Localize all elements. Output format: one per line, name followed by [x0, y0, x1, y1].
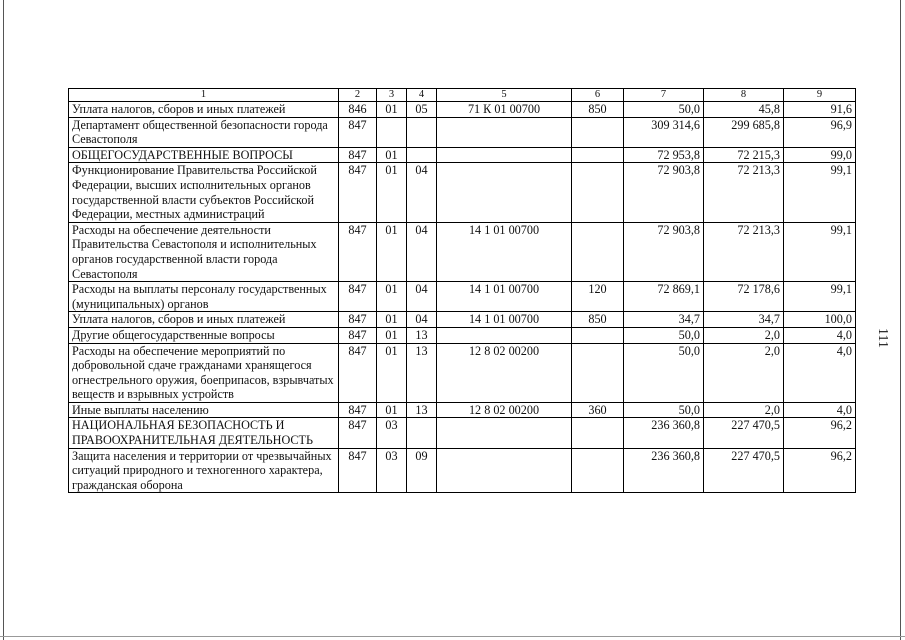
budget-table	[68, 88, 856, 493]
cell-code: 847	[339, 402, 377, 418]
column-header: 8	[704, 89, 784, 102]
cell-type: 120	[572, 282, 624, 312]
cell-section: 01	[377, 402, 407, 418]
cell-subsection: 09	[407, 448, 437, 493]
column-header: 4	[407, 89, 437, 102]
page-edge-right	[900, 0, 901, 640]
cell-section: 03	[377, 418, 407, 448]
cell-subsection: 04	[407, 222, 437, 281]
row-name: Уплата налогов, сборов и иных платежей	[69, 312, 339, 328]
cell-target	[437, 147, 572, 163]
cell-percent: 99,0	[784, 147, 856, 163]
cell-subsection: 13	[407, 343, 437, 402]
cell-subsection: 13	[407, 327, 437, 343]
cell-target: 14 1 01 00700	[437, 282, 572, 312]
cell-section: 01	[377, 147, 407, 163]
cell-subsection: 04	[407, 163, 437, 222]
page-edge-left	[3, 0, 4, 640]
column-header: 2	[339, 89, 377, 102]
row-name: НАЦИОНАЛЬНАЯ БЕЗОПАСНОСТЬ И ПРАВООХРАНИТЕЛЬНАЯ ДЕЯТЕЛЬНОСТЬ	[69, 418, 339, 448]
cell-actual: 2,0	[704, 343, 784, 402]
cell-section	[377, 117, 407, 147]
cell-target	[437, 163, 572, 222]
cell-target: 12 8 02 00200	[437, 343, 572, 402]
cell-target	[437, 418, 572, 448]
cell-code: 847	[339, 282, 377, 312]
cell-type: 850	[572, 312, 624, 328]
row-name: ОБЩЕГОСУДАРСТВЕННЫЕ ВОПРОСЫ	[69, 147, 339, 163]
cell-type: 360	[572, 402, 624, 418]
cell-plan: 34,7	[624, 312, 704, 328]
cell-plan: 50,0	[624, 343, 704, 402]
cell-target	[437, 448, 572, 493]
cell-percent: 96,2	[784, 418, 856, 448]
row-name: Функционирование Правительства Российской Федерации, высших исполнительных органов государственной власти субъектов Российской Федерации, местных администраций	[69, 163, 339, 222]
cell-percent: 100,0	[784, 312, 856, 328]
cell-type	[572, 117, 624, 147]
cell-subsection: 05	[407, 102, 437, 118]
page-edge-bottom	[0, 636, 905, 637]
column-header: 1	[69, 89, 339, 102]
cell-target: 14 1 01 00700	[437, 222, 572, 281]
cell-code: 846	[339, 102, 377, 118]
cell-plan: 236 360,8	[624, 418, 704, 448]
cell-type	[572, 327, 624, 343]
cell-subsection	[407, 147, 437, 163]
table-row	[69, 312, 856, 328]
cell-section: 03	[377, 448, 407, 493]
row-name: Расходы на обеспечение деятельности Правительства Севастополя и исполнительных органов государственной власти города Севастополя	[69, 222, 339, 281]
column-header: 5	[437, 89, 572, 102]
cell-section: 01	[377, 312, 407, 328]
cell-target: 71 К 01 00700	[437, 102, 572, 118]
cell-code: 847	[339, 117, 377, 147]
cell-type	[572, 147, 624, 163]
table-header-row	[69, 89, 856, 102]
cell-plan: 50,0	[624, 402, 704, 418]
cell-actual: 72 213,3	[704, 163, 784, 222]
cell-type	[572, 343, 624, 402]
cell-subsection	[407, 117, 437, 147]
row-name: Расходы на выплаты персоналу государственных (муниципальных) органов	[69, 282, 339, 312]
column-header: 7	[624, 89, 704, 102]
cell-code: 847	[339, 222, 377, 281]
cell-percent: 4,0	[784, 327, 856, 343]
cell-type	[572, 222, 624, 281]
cell-section: 01	[377, 282, 407, 312]
cell-section: 01	[377, 327, 407, 343]
table-row	[69, 163, 856, 222]
cell-actual: 72 213,3	[704, 222, 784, 281]
table-row	[69, 282, 856, 312]
cell-code: 847	[339, 163, 377, 222]
cell-actual: 72 215,3	[704, 147, 784, 163]
table-row	[69, 402, 856, 418]
table-row	[69, 222, 856, 281]
page-number: 111	[875, 328, 890, 348]
cell-type	[572, 418, 624, 448]
column-header: 9	[784, 89, 856, 102]
cell-percent: 4,0	[784, 343, 856, 402]
cell-percent: 99,1	[784, 222, 856, 281]
cell-plan: 72 953,8	[624, 147, 704, 163]
row-name: Департамент общественной безопасности города Севастополя	[69, 117, 339, 147]
cell-section: 01	[377, 222, 407, 281]
cell-target: 14 1 01 00700	[437, 312, 572, 328]
cell-percent: 96,2	[784, 448, 856, 493]
cell-code: 847	[339, 327, 377, 343]
cell-actual: 2,0	[704, 402, 784, 418]
row-name: Уплата налогов, сборов и иных платежей	[69, 102, 339, 118]
cell-subsection: 04	[407, 282, 437, 312]
cell-plan: 72 903,8	[624, 163, 704, 222]
cell-percent: 96,9	[784, 117, 856, 147]
table-row	[69, 418, 856, 448]
cell-actual: 227 470,5	[704, 418, 784, 448]
cell-section: 01	[377, 102, 407, 118]
table-row	[69, 102, 856, 118]
cell-section: 01	[377, 343, 407, 402]
row-name: Расходы на обеспечение мероприятий по добровольной сдаче гражданами хранящегося огнестрельного оружия, боеприпасов, взрывчатых веществ и взрывных устройств	[69, 343, 339, 402]
cell-plan: 72 869,1	[624, 282, 704, 312]
cell-plan: 236 360,8	[624, 448, 704, 493]
cell-target: 12 8 02 00200	[437, 402, 572, 418]
cell-actual: 2,0	[704, 327, 784, 343]
cell-plan: 50,0	[624, 327, 704, 343]
cell-type	[572, 163, 624, 222]
column-header: 6	[572, 89, 624, 102]
cell-subsection: 04	[407, 312, 437, 328]
table-row	[69, 147, 856, 163]
cell-code: 847	[339, 147, 377, 163]
column-header: 3	[377, 89, 407, 102]
row-name: Иные выплаты населению	[69, 402, 339, 418]
cell-plan: 309 314,6	[624, 117, 704, 147]
table-row	[69, 327, 856, 343]
cell-percent: 99,1	[784, 163, 856, 222]
table-row	[69, 448, 856, 493]
cell-subsection: 13	[407, 402, 437, 418]
cell-type	[572, 448, 624, 493]
cell-actual: 299 685,8	[704, 117, 784, 147]
table-row	[69, 117, 856, 147]
cell-percent: 99,1	[784, 282, 856, 312]
cell-actual: 45,8	[704, 102, 784, 118]
cell-code: 847	[339, 343, 377, 402]
cell-actual: 34,7	[704, 312, 784, 328]
cell-percent: 4,0	[784, 402, 856, 418]
cell-subsection	[407, 418, 437, 448]
row-name: Другие общегосударственные вопросы	[69, 327, 339, 343]
row-name: Защита населения и территории от чрезвычайных ситуаций природного и техногенного характера, гражданская оборона	[69, 448, 339, 493]
cell-actual: 72 178,6	[704, 282, 784, 312]
cell-percent: 91,6	[784, 102, 856, 118]
table-row	[69, 343, 856, 402]
cell-plan: 72 903,8	[624, 222, 704, 281]
cell-actual: 227 470,5	[704, 448, 784, 493]
cell-type: 850	[572, 102, 624, 118]
cell-code: 847	[339, 312, 377, 328]
cell-code: 847	[339, 418, 377, 448]
cell-plan: 50,0	[624, 102, 704, 118]
cell-target	[437, 327, 572, 343]
cell-code: 847	[339, 448, 377, 493]
cell-section: 01	[377, 163, 407, 222]
cell-target	[437, 117, 572, 147]
